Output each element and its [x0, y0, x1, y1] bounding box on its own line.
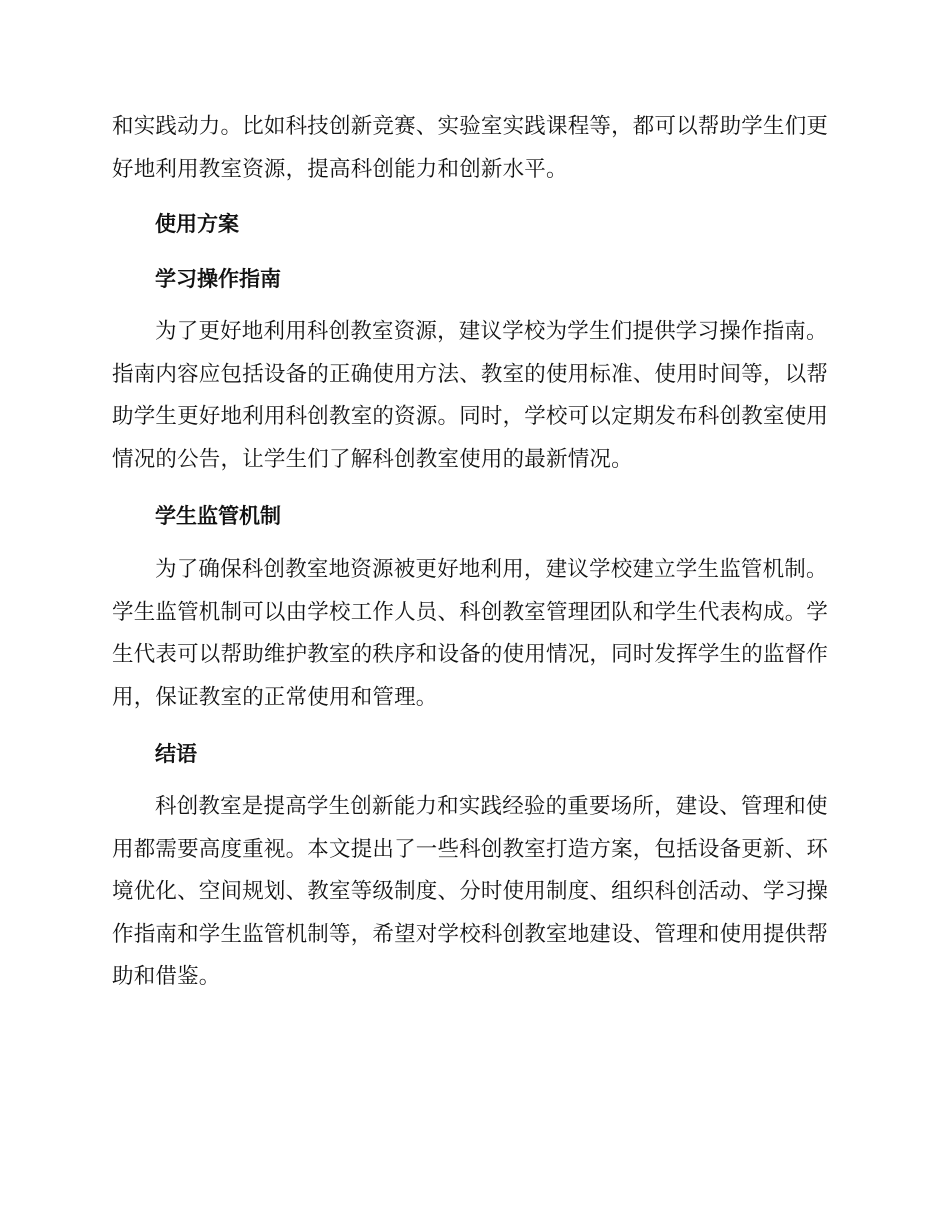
supervision-line-3: 生代表可以帮助维护教室的秩序和设备的使用情况，同时发挥学生的监督作: [112, 642, 829, 667]
supervision-line-2: 学生监管机制可以由学校工作人员、科创教室管理团队和学生代表构成。学: [112, 599, 829, 625]
supervision-line-1: 为了确保科创教室地资源被更好地利用，建议学校建立学生监管机制。: [155, 557, 828, 582]
heading-study-guide: 学习操作指南: [155, 267, 281, 291]
guide-line-2: 指南内容应包括设备的正确使用方法、教室的使用标准、使用时间等，以帮: [112, 361, 829, 387]
intro-line-1: 和实践动力。比如科技创新竞赛、实验室实践课程等，都可以帮助学生们更: [112, 114, 829, 139]
conclusion-paragraph: [112, 786, 832, 999]
heading-conclusion: 结语: [155, 742, 197, 766]
guide-line-4: 情况的公告，让学生们了解科创教室使用的最新情况。: [112, 446, 633, 472]
conclusion-line-5: 助和借鉴。: [112, 964, 221, 989]
heading-student-supervision: 学生监管机制: [155, 504, 281, 528]
heading-usage-plan: 使用方案: [155, 212, 239, 236]
guide-line-1: 为了更好地利用科创教室资源，建议学校为学生们提供学习操作指南。: [155, 319, 828, 344]
conclusion-line-2: 用都需要高度重视。本文提出了一些科创教室打造方案，包括设备更新、环: [112, 836, 829, 862]
guide-paragraph: [112, 311, 832, 481]
conclusion-line-3: 境优化、空间规划、教室等级制度、分时使用制度、组织科创活动、学习操: [112, 879, 829, 904]
conclusion-line-1: 科创教室是提高学生创新能力和实践经验的重要场所，建设、管理和使: [155, 794, 828, 819]
intro-paragraph: [112, 106, 832, 191]
guide-line-3: 助学生更好地利用科创教室的资源。同时，学校可以定期发布科创教室使用: [112, 404, 829, 429]
supervision-line-4: 用，保证教室的正常使用和管理。: [112, 684, 438, 710]
intro-line-2: 好地利用教室资源，提高科创能力和创新水平。: [112, 156, 568, 182]
supervision-paragraph: [112, 549, 832, 719]
conclusion-line-4: 作指南和学生监管机制等，希望对学校科创教室地建设、管理和使用提供帮: [112, 921, 829, 947]
